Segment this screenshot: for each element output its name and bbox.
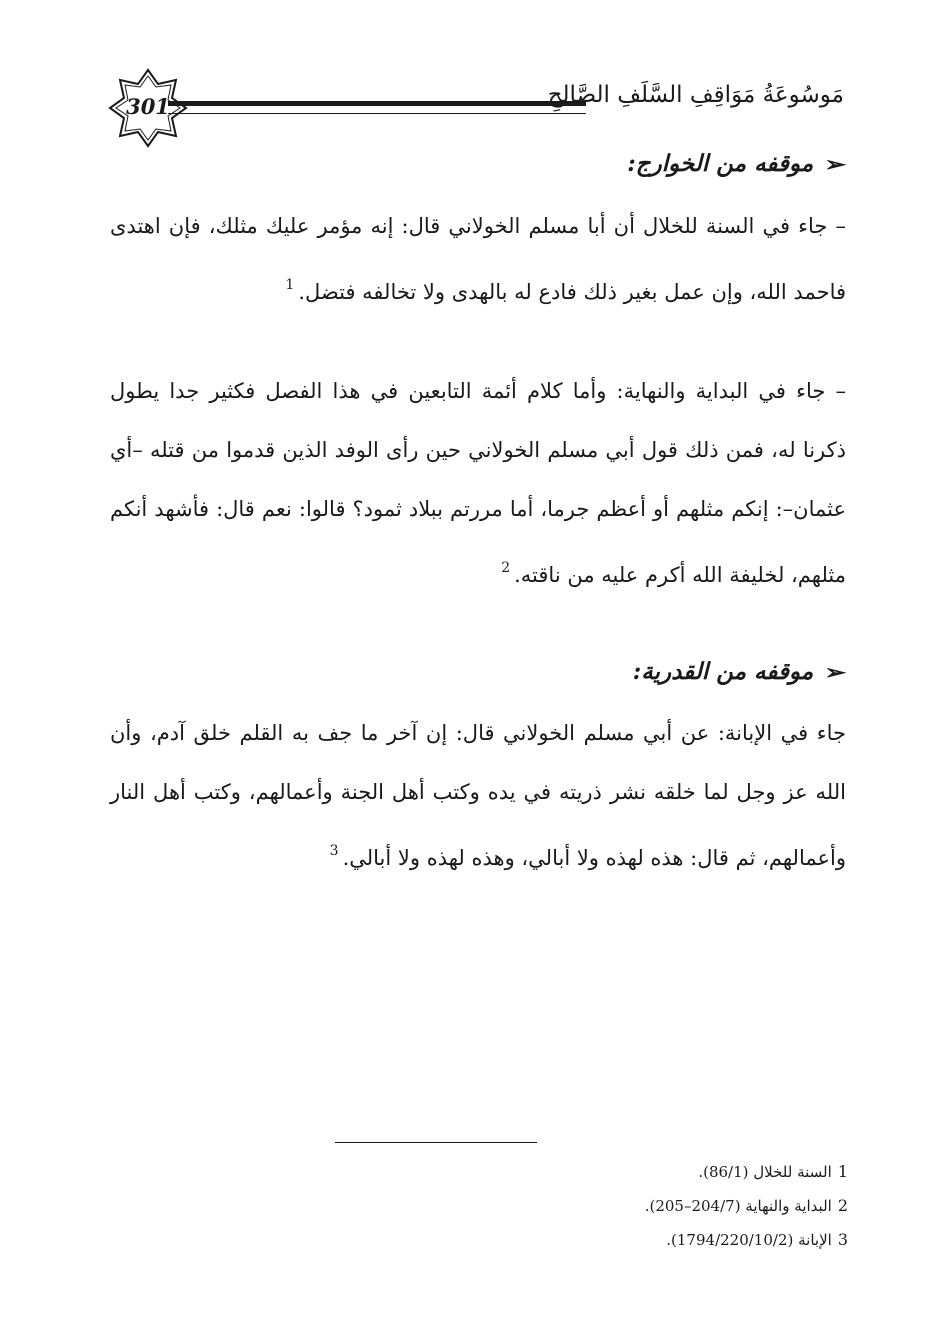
footnote-item (645, 1223, 848, 1257)
footnotes (645, 1155, 848, 1257)
paragraph (110, 362, 846, 605)
footnote-item (645, 1189, 848, 1223)
heading-text: موقفه من الخوارج: (627, 150, 814, 177)
arrow-left-outline-icon: ➢ (824, 660, 847, 684)
footnote-ref[interactable]: 2 (501, 560, 511, 576)
paragraph-text: – جاء في السنة للخلال أن أبا مسلم الخولاني قال: إنه مؤمر عليك مثلك، فإن اهتدى فاحمد الله، وإن عمل بغير ذلك فادع له بالهدى ولا تخالفه فتضل. (110, 214, 846, 304)
paragraph-text: جاء في الإبانة: عن أبي مسلم الخولاني قال: إن آخر ما جف به القلم خلق آدم، وأن الله عز وجل لما خلقه نشر ذريته في يده وكتب أهل الجنة وأعمالهم، وكتب أهل النار وأعمالهم، ثم قال: هذه لهذه ولا أبالي، وهذه لهذه ولا أبالي. (110, 721, 846, 870)
header-rule (168, 101, 586, 114)
footnote-text: السنة للخلال (86/1). (698, 1163, 832, 1181)
series-title: مَوسُوعَةُ مَوَاقِفِ السَّلَفِ الصَّالِحِ (547, 82, 844, 108)
footnote-text: البداية والنهاية (204/7–205). (644, 1197, 832, 1215)
page-number: 301 (126, 94, 170, 119)
section-heading-qadariyya (632, 658, 847, 685)
paragraph (110, 704, 846, 888)
footnote-ref[interactable]: 3 (329, 843, 339, 859)
paragraph-text: – جاء في البداية والنهاية: وأما كلام أئمة التابعين في هذا الفصل فكثير جدا يطول ذكرنا له، فمن ذلك قول أبي مسلم الخولاني حين رأى الوفد الذين قدموا من قتله –أي عثمان–: إنكم مثلهم أو أعظم جرما، أما مررتم ببلاد ثمود؟ قالوا: نعم قال: فأشهد أنكم مثلهم، لخليفة الله أكرم عليه من ناقته. (110, 379, 846, 587)
paragraph (110, 197, 846, 322)
footnote-ref[interactable]: 1 (285, 277, 295, 293)
footnote-number: 1 (837, 1162, 848, 1181)
footnote-separator (335, 1142, 537, 1143)
footnote-text: الإبانة (1794/220/10/2). (666, 1231, 832, 1249)
footnote-item (645, 1155, 848, 1189)
section-heading-khawarij (627, 150, 847, 177)
footnote-number: 2 (837, 1196, 848, 1215)
footnote-number: 3 (837, 1230, 848, 1249)
arrow-left-outline-icon: ➢ (824, 152, 847, 176)
heading-text: موقفه من القدرية: (632, 658, 814, 685)
